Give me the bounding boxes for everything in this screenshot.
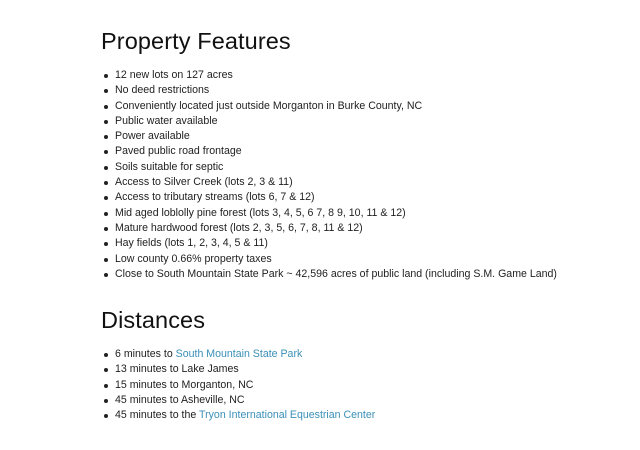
list-item [101,393,375,408]
list-item: Mid aged loblolly pine forest (lots 3, 4, 5, 6 7, 8 9, 10, 11 & 12) [101,206,557,221]
list-item: Mature hardwood forest (lots 2, 3, 5, 6, 7, 8, 11 & 12) [101,221,557,236]
property-features-list [101,68,557,282]
list-item: Close to South Mountain State Park ~ 42,596 acres of public land (including S.M. Game Land) [101,267,557,282]
list-item: Access to Silver Creek (lots 2, 3 & 11) [101,175,557,190]
list-item: Soils suitable for septic [101,160,557,175]
list-item [101,362,375,377]
property-features-heading: Property Features [101,28,291,54]
list-item: 12 new lots on 127 acres [101,68,557,83]
list-item: Hay fields (lots 1, 2, 3, 4, 5 & 11) [101,236,557,251]
list-item: Public water available [101,114,557,129]
list-item: Conveniently located just outside Morganton in Burke County, NC [101,99,557,114]
list-item [101,408,375,423]
distance-prefix: 6 minutes to [115,348,176,360]
list-item [101,378,375,393]
list-item [101,347,375,362]
list-item: Power available [101,129,557,144]
distance-text: 13 minutes to Lake James [115,363,239,376]
distance-text: 15 minutes to Morganton, NC [115,378,254,391]
distances-heading: Distances [101,307,206,333]
list-item: Access to tributary streams (lots 6, 7 & 12) [101,190,557,205]
tryon-equestrian-center-link[interactable]: Tryon International Equestrian Center [199,409,376,422]
list-item: No deed restrictions [101,83,557,98]
south-mountain-state-park-link[interactable]: South Mountain State Park [175,348,303,360]
distances-list [101,347,375,423]
list-item: Low county 0.66% property taxes [101,252,557,267]
distance-prefix: 45 minutes to the [115,409,200,422]
list-item: Paved public road frontage [101,144,557,159]
distance-text: 45 minutes to Asheville, NC [115,393,245,406]
